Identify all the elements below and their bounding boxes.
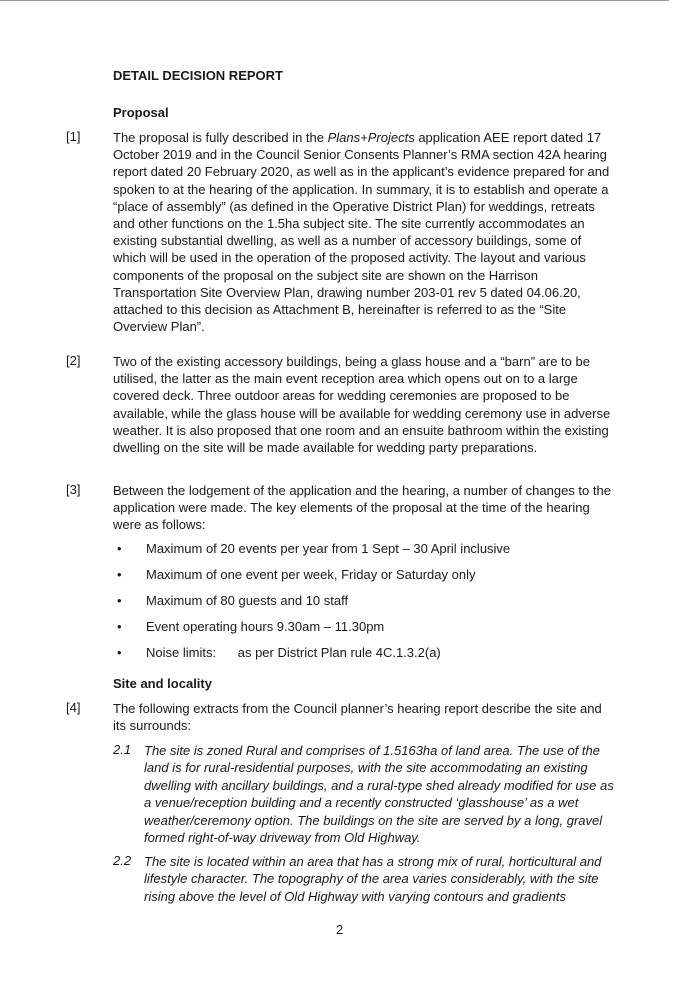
bullet-marker: • <box>117 619 122 634</box>
bullet-marker: • <box>117 593 122 608</box>
quote-text: The site is zoned Rural and comprises of 1.5163ha of land area. The use of the land is for rural-residential purposes, with the site accommodating an existing dwelling with ancillary buildings, and a rural-type shed already modified for use as a venue/reception building and a recently constructed ‘glasshouse’ as a wet weather/ceremony option. The buildings on the site are served by a long, gravel formed right-of-way driveway from Old Highway. <box>144 743 614 846</box>
paragraph-3: Between the lodgement of the application and the hearing, a number of changes to the application were made. The key elements of the proposal at the time of the hearing were as follows: <box>113 483 611 533</box>
bullet-marker: • <box>117 541 122 556</box>
quote-text: The site is located within an area that has a strong mix of rural, horticultural and lifestyle character. The topography of the area varies considerably, with the site rising above the level of Old Highway with varying contours and gradients <box>144 854 602 904</box>
paragraph-number-2: [2] <box>66 353 81 368</box>
quote-number: 2.1 <box>113 742 132 757</box>
bullet-item: Noise limits: as per District Plan rule 4C.1.3.2(a) <box>146 645 441 660</box>
bullet-item: Maximum of 80 guests and 10 staff <box>146 593 349 608</box>
plans-projects-italic: Plans+Projects <box>327 130 415 145</box>
paragraph-number-4: [4] <box>66 700 81 715</box>
bullet-marker: • <box>117 645 122 660</box>
section-heading-proposal: Proposal <box>113 105 169 120</box>
paragraph-number-3: [3] <box>66 482 81 497</box>
paragraph-1: The proposal is fully described in the Plans+Projects application AEE report dated 17 October 2019 and in the Council Senior Consents Planner’s RMA section 42A hearing report dated 20 February 2020, as well as in the applicant’s evidence prepared for and spoken to at the hearing of the application. In summary, it is to establish and operate a “place of assembly” (as defined in the Operative District Plan) for weddings, retreats and other functions on the 1.5ha subject site. The site currently accommodates an existing substantial dwelling, as well as a number of accessory buildings, some of which will be used in the operation of the proposed activity. The layout and various components of the proposal on the subject site are shown on the Harrison Transportation Site Overview Plan, drawing number 203-01 rev 5 dated 04.06.20, attached to this decision as Attachment B, hereinafter is referred to as the “Site Overview Plan”. <box>113 130 610 335</box>
quote-number: 2.2 <box>113 853 132 868</box>
bullet-item: Event operating hours 9.30am – 11.30pm <box>146 619 385 634</box>
report-title: DETAIL DECISION REPORT <box>113 68 283 83</box>
page-number: 2 <box>336 922 344 937</box>
paragraph-number-1: [1] <box>66 129 81 144</box>
bullet-item: Maximum of 20 events per year from 1 Sept – 30 April inclusive <box>146 541 511 556</box>
paragraph-4: The following extracts from the Council planner’s hearing report describe the site and its surrounds: <box>113 701 602 734</box>
paragraph-2: Two of the existing accessory buildings, being a glass house and a “barn” are to be utilised, the latter as the main event reception area which opens out on to a large covered deck. Three outdoor areas for wedding ceremonies are proposed to be available, while the glass house will be available for wedding ceremony use in adverse weather. It is also proposed that one room and an ensuite bathroom within the existing dwelling on the site will be made available for wedding party preparations. <box>113 354 611 456</box>
bullet-marker: • <box>117 567 122 582</box>
section-heading-site: Site and locality <box>113 676 212 691</box>
bullet-item: Maximum of one event per week, Friday or Saturday only <box>146 567 476 582</box>
